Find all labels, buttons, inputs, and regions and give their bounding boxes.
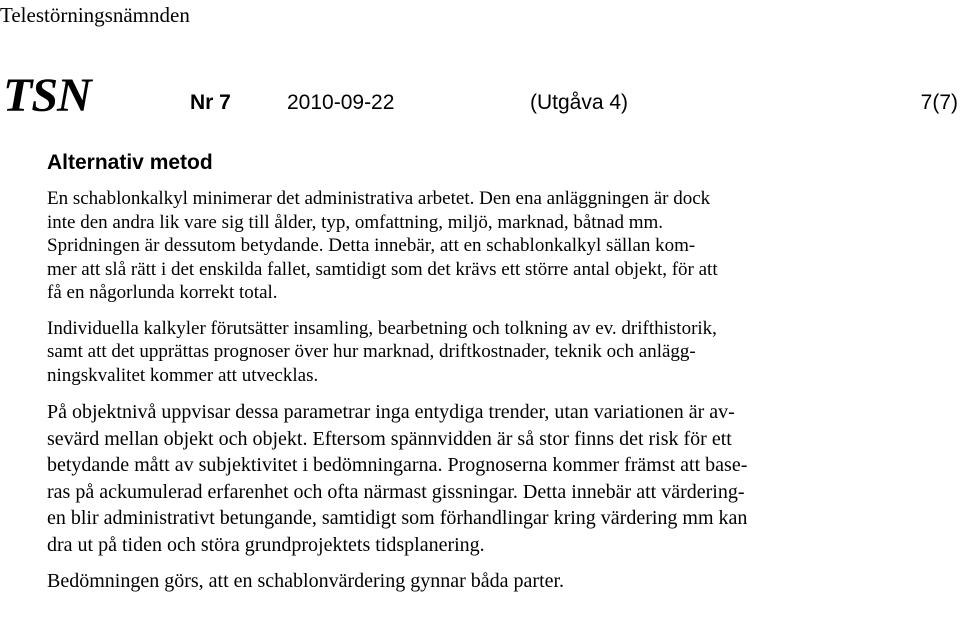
paragraph-3 [47, 399, 907, 558]
text-line: betydande mått av subjektivitet i bedömningarna. Prognoserna kommer främst att base- [47, 454, 748, 476]
issue-date: 2010-09-22 [287, 91, 395, 114]
document-header [0, 68, 960, 124]
text-line: samt att det upprättas prognoser över hur marknad, driftkostnader, teknik och anlägg- [47, 341, 696, 362]
tsn-logo: TSN [3, 69, 91, 122]
text-line: Individuella kalkyler förutsätter insamling, bearbetning och tolkning av ev. drifthistorik, [47, 317, 717, 339]
page-number: 7(7) [920, 91, 958, 114]
text-line: En schablonkalkyl minimerar det administrativa arbetet. Den ena anläggningen är dock [47, 188, 711, 209]
text-line: På objektnivå uppvisar dessa parametrar inga entydiga trender, utan variationen är av- [47, 401, 735, 423]
text-line: Bedömningen görs, att en schablonvärdering gynnar båda parter. [47, 570, 565, 592]
text-line: mer att slå rätt i det enskilda fallet, samtidigt som det krävs ett större antal objekt, för att [47, 258, 718, 280]
text-line: en blir administrativt betungande, samtidigt som förhandlingar kring värdering mm kan [47, 507, 748, 529]
edition-label: (Utgåva 4) [530, 91, 629, 114]
issue-number: Nr 7 [190, 91, 231, 114]
paragraph-4 [47, 568, 907, 595]
text-line: sevärd mellan objekt och objekt. Eftersom spännvidden är så stor finns det risk för ett [47, 427, 732, 450]
paragraph-2 [47, 317, 907, 388]
text-line: ras på ackumulerad erfarenhet och ofta närmast gissningar. Detta innebär att värdering- [47, 480, 745, 503]
text-line: ningskvalitet kommer att utvecklas. [47, 364, 319, 386]
text-line: få en någorlunda korrekt total. [47, 282, 278, 303]
text-line: inte den andra lik vare sig till ålder, typ, omfattning, miljö, marknad, båtnad mm. [47, 211, 664, 233]
document-body [47, 187, 907, 605]
text-line: dra ut på tiden och störa grundprojektets tidsplanering. [47, 533, 485, 556]
text-line: Spridningen är dessutom betydande. Detta innebär, att en schablonkalkyl sällan kom- [47, 235, 696, 256]
organization-name: Telestörningsnämnden [0, 3, 190, 27]
section-heading: Alternativ metod [47, 151, 213, 174]
paragraph-1 [47, 187, 907, 305]
